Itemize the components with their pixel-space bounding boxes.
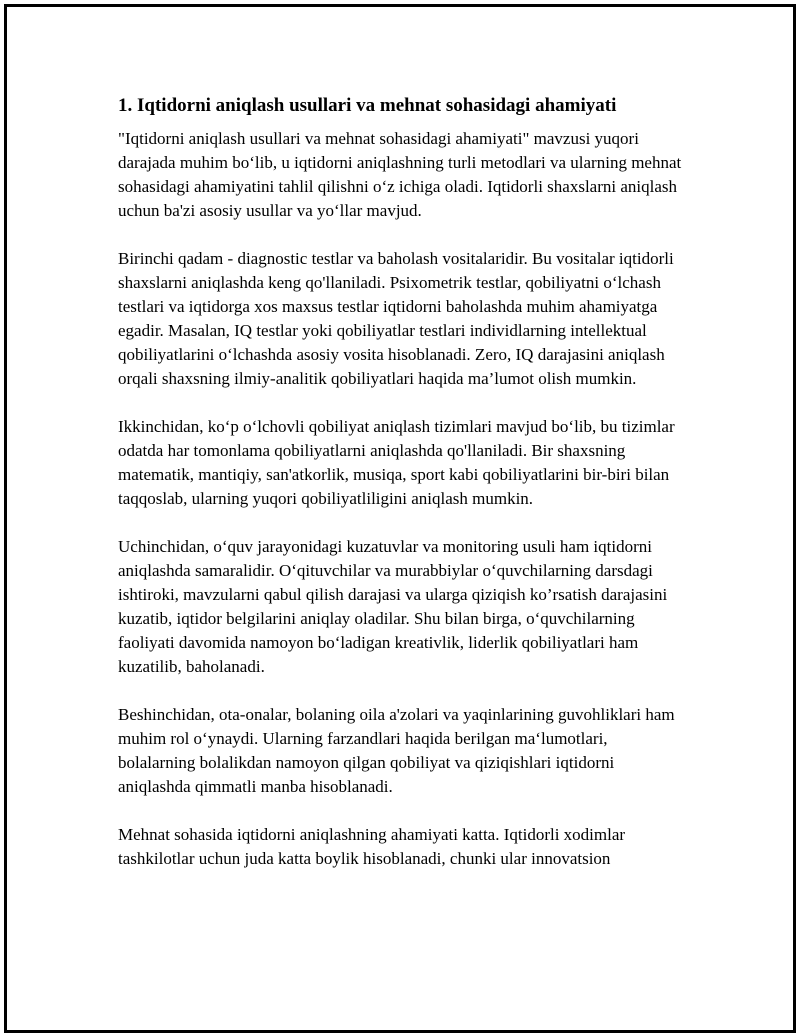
paragraph-third: Uchinchidan, o‘quv jarayonidagi kuzatuvlar va monitoring usuli ham iqtidorni aniqlashda samaralidir. O‘qituvchilar va murabbiylar o‘quvchilarning darsdagi ishtiroki, mavzularni qabul qilish darajasi va ularga qiziqish ko’rsatish darajasini kuzatib, iqtidor belgilarini aniqlay oladilar. Shu bilan birga, o‘quvchilarning faoliyati davomida namoyon bo‘ladigan kreativlik, liderlik qobiliyatlari ham kuzatilib, baholanadi. <box>118 537 668 676</box>
paragraph-intro: "Iqtidorni aniqlash usullari va mehnat sohasidagi ahamiyati" mavzusi yuqori darajada muhim bo‘lib, u iqtidorni aniqlashning turli metodlari va ularning mehnat sohasidagi ahamiyatini tahlil qilishni o‘z ichiga oladi. Iqtidorli shaxslarni aniqlash uchun ba'zi asosiy usullar va yo‘llar mavjud. <box>118 129 682 220</box>
paragraph-second: Ikkinchidan, ko‘p o‘lchovli qobiliyat aniqlash tizimlari mavjud bo‘lib, bu tizimlar odatda har tomonlama qobiliyatlarni aniqlashda qo'llaniladi. Bir shaxsning matematik, mantiqiy, san'atkorlik, musiqa, sport kabi qobiliyatlarini bir-biri bilan taqqoslab, ularning yuqori qobiliyatliligini aniqlash mumkin. <box>118 417 675 508</box>
section-heading: 1. Iqtidorni aniqlash usullari va mehnat sohasidagi ahamiyati <box>118 95 617 116</box>
paragraph-work-importance: Mehnat sohasida iqtidorni aniqlashning ahamiyati katta. Iqtidorli xodimlar tashkilotlar uchun juda katta boylik hisoblanadi, chunki ular innovatsion <box>118 825 626 868</box>
paragraph-first-step: Birinchi qadam - diagnostic testlar va baholash vositalaridir. Bu vositalar iqtidorli shaxslarni aniqlashda keng qo'llaniladi. Psixometrik testlar, qobiliyatni o‘lchash testlari va iqtidorga xos maxsus testlar iqtidorni baholashda muhim ahamiyatga egadir. Masalan, IQ testlar yoki qobiliyatlar testlari individlarning intellektual qobiliyatlarini o‘lchashda asosiy vosita hisoblanadi. Zero, IQ darajasini aniqlash orqali shaxsning ilmiy-analitik qobiliyatlari haqida ma’lumot olish mumkin. <box>118 249 674 388</box>
paragraph-fifth: Beshinchidan, ota-onalar, bolaning oila a'zolari va yaqinlarining guvohliklari ham muhim rol o‘ynaydi. Ularning farzandlari haqida berilgan ma‘lumotlari, bolalarning bolalikdan namoyon qilgan qobiliyat va qiziqishlari iqtidorni aniqlashda qimmatli manba hisoblanadi. <box>118 705 675 796</box>
document-body <box>118 93 688 871</box>
